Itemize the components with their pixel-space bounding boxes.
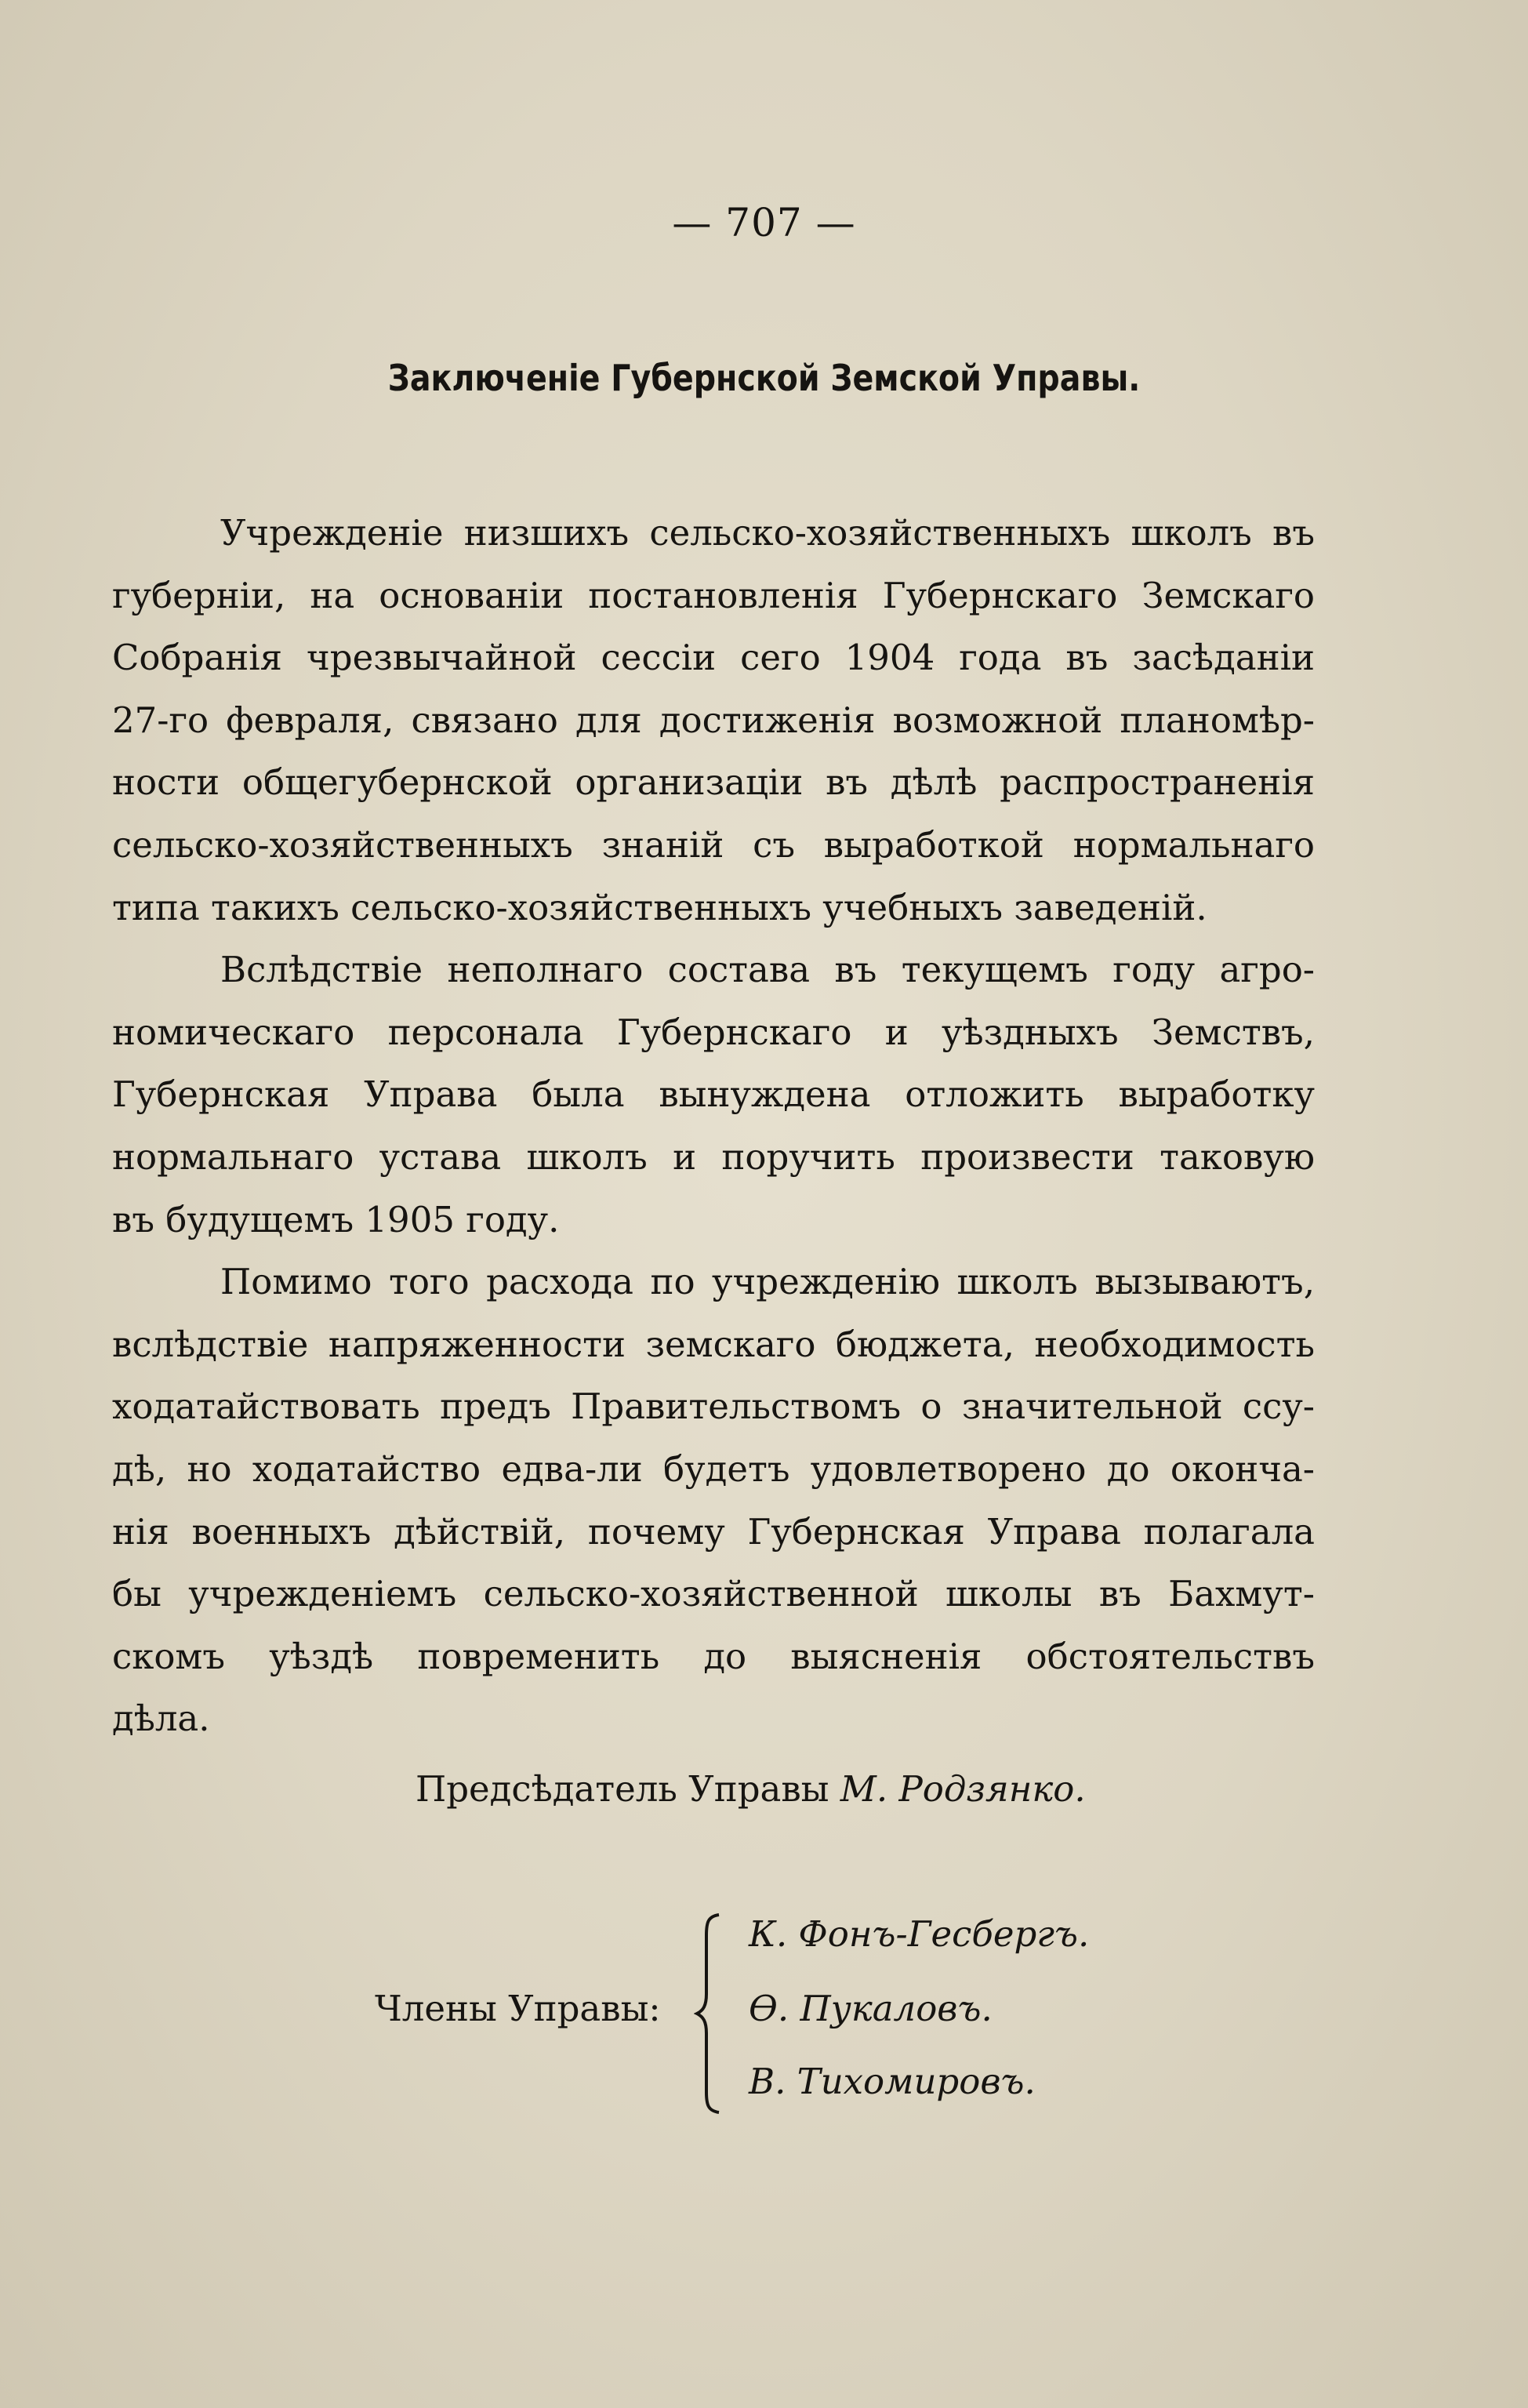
member-name: К. Фонъ-Гесбергъ. <box>749 1913 1090 1955</box>
curly-brace-icon <box>694 1912 725 2116</box>
chairman-name: М. Родзянко. <box>840 1768 1086 1810</box>
text-line: въ будущемъ 1905 году. <box>112 1198 560 1240</box>
text-line: Вслѣдствіе неполнаго состава въ текущемъ году агро- <box>220 949 1315 991</box>
text-line: Учрежденіе низшихъ сельско-хозяйственныхъ школъ въ <box>220 512 1315 554</box>
text-line: типа такихъ сельско-хозяйственныхъ учебныхъ заведеній. <box>112 886 1207 928</box>
text-line: Губернская Управа была вынуждена отложить выработку <box>112 1073 1315 1116</box>
chairman-title: Предсѣдатель Управы <box>416 1768 829 1810</box>
text-line: скомъ уѣздѣ повременить до выясненія обстоятельствъ <box>112 1635 1315 1677</box>
section-heading: Заключеніе Губернской Земской Управы. <box>387 357 1141 399</box>
text-line: сельско-хозяйственныхъ знаній съ выработкой нормальнаго <box>112 823 1315 866</box>
text-line: номическаго персонала Губернскаго и уѣздныхъ Земствъ, <box>112 1011 1315 1053</box>
text-line: нія военныхъ дѣйствій, почему Губернская Управа полагала <box>112 1510 1315 1553</box>
member-name: В. Тихомировъ. <box>749 2061 1036 2102</box>
text-line: ходатайствовать предъ Правительствомъ о значительной ссу- <box>112 1386 1315 1428</box>
text-line: дѣ, но ходатайство едва-ли будетъ удовлетворено до оконча- <box>112 1447 1315 1490</box>
text-line: Помимо того расхода по учрежденію школъ вызываютъ, <box>220 1261 1315 1303</box>
text-line: бы учрежденіемъ сельско-хозяйственной школы въ Бахмут- <box>112 1573 1315 1615</box>
text-line: губерніи, на основаніи постановленія Губернскаго Земскаго <box>112 574 1315 616</box>
body-text <box>112 502 1315 1750</box>
text-line: нормальнаго устава школъ и поручить произвести таковую <box>112 1135 1315 1178</box>
text-line: ности общегубернской организаціи въ дѣлѣ распространенія <box>112 761 1315 804</box>
member-name: Ѳ. Пукаловъ. <box>749 1988 993 2029</box>
members-label: Члены Управы: <box>375 1988 661 2029</box>
text-line: 27-го февраля, связано для достиженія возможной планомѣр- <box>112 699 1315 741</box>
text-line: Собранія чрезвычайной сессіи сего 1904 года въ засѣданіи <box>112 637 1315 679</box>
chairman-signature <box>416 1768 1086 1810</box>
page-number: — 707 — <box>672 200 856 245</box>
text-line: дѣла. <box>112 1698 210 1740</box>
text-line: вслѣдствіе напряженности земскаго бюджета, необходимость <box>112 1323 1315 1365</box>
